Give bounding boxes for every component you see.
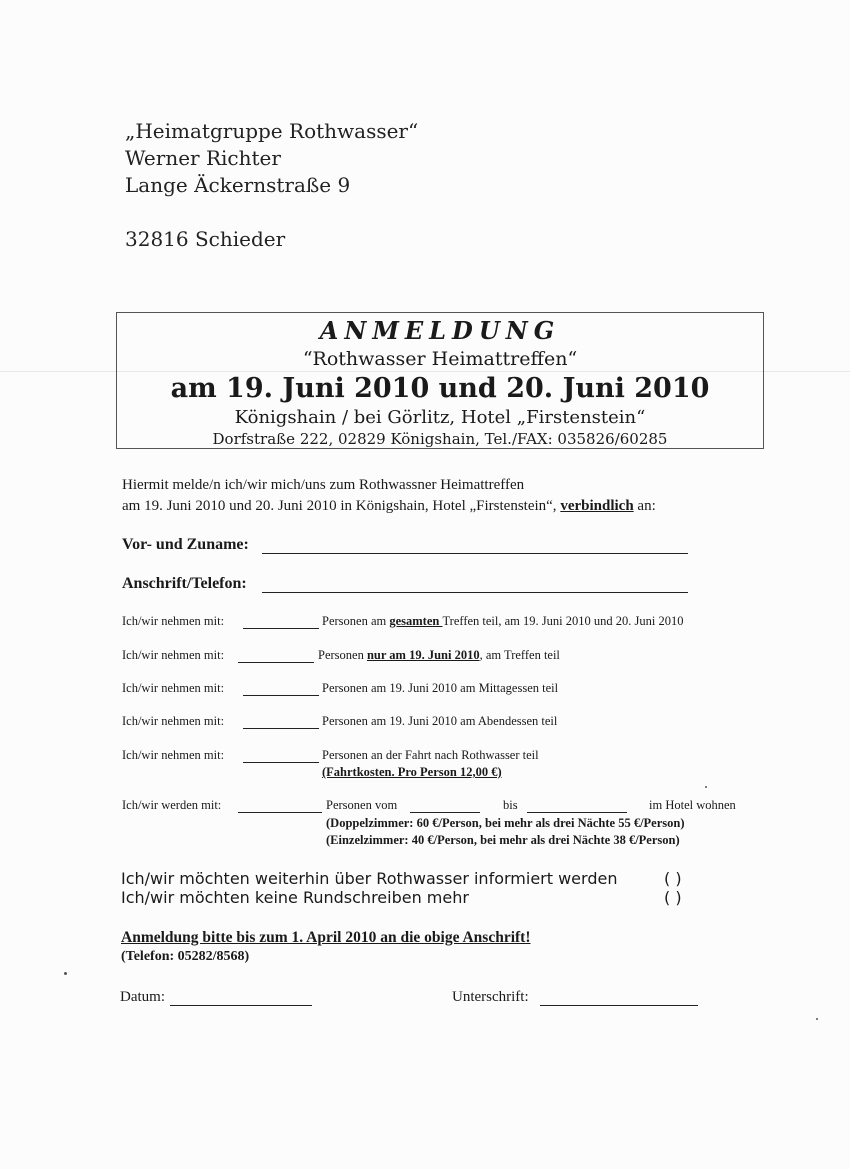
scan-speck [64, 972, 67, 975]
row2-text-b: nur am 19. Juni 2010 [366, 648, 480, 662]
intro-binding-word: verbindlich [560, 498, 634, 514]
event-dates: am 19. Juni 2010 und 20. Juni 2010 [170, 373, 710, 404]
date-input-line[interactable] [170, 1005, 312, 1006]
row3-count-line[interactable] [243, 695, 319, 696]
signature-input-line[interactable] [540, 1005, 698, 1006]
intro-line-2-text: am 19. Juni 2010 und 20. Juni 2010 in Königshain, Hotel „Firstenstein“, [122, 498, 561, 514]
address-label: Anschrift/Telefon: [122, 575, 247, 592]
row5-text: Personen an der Fahrt nach Rothwasser teil [322, 748, 539, 762]
sender-group: „Heimatgruppe Rothwasser“ [125, 119, 419, 143]
event-name: “Rothwasser Heimattreffen“ [302, 348, 578, 370]
hotel-from-date-line[interactable] [410, 812, 480, 813]
single-room-note: (Einzelzimmer: 40 €/Person, bei mehr als drei Nächte 38 €/Person) [326, 833, 680, 847]
travel-cost-note: (Fahrtkosten. Pro Person 12,00 €) [322, 765, 502, 779]
intro-line-2-end: an: [633, 498, 656, 514]
scan-speck [705, 786, 707, 788]
row1-count-line[interactable] [243, 628, 319, 629]
row2-text-a: Personen [318, 648, 367, 662]
row2-text-c: , am Treffen teil [479, 648, 560, 662]
intro-line-1: Hiermit melde/n ich/wir mich/uns zum Rothwassner Heimattreffen [122, 477, 525, 493]
signature-label: Unterschrift: [452, 989, 529, 1005]
hotel-prefix: Ich/wir werden mit: [122, 798, 222, 812]
hotel-count-line[interactable] [238, 812, 322, 813]
option-no-newsletter: Ich/wir möchten keine Rundschreiben mehr [121, 888, 469, 907]
double-room-note: (Doppelzimmer: 60 €/Person, bei mehr als drei Nächte 55 €/Person) [326, 816, 685, 830]
row1-text-c: Treffen teil, am 19. Juni 2010 und 20. Juni 2010 [442, 614, 684, 628]
row5-prefix: Ich/wir nehmen mit: [122, 748, 225, 762]
sender-street: Lange Äckernstraße 9 [125, 173, 351, 197]
hotel-persons-from: Personen vom [326, 798, 398, 812]
date-label: Datum: [120, 989, 165, 1005]
row1-text-b: gesamten [389, 614, 443, 628]
event-location: Königshain / bei Görlitz, Hotel „Firstenstein“ [234, 407, 646, 428]
name-label: Vor- und Zuname: [122, 536, 249, 553]
row1-prefix: Ich/wir nehmen mit: [122, 614, 225, 628]
option-no-newsletter-checkbox[interactable]: ( ) [664, 888, 682, 907]
row4-text: Personen am 19. Juni 2010 am Abendessen teil [322, 714, 558, 728]
row4-prefix: Ich/wir nehmen mit: [122, 714, 225, 728]
hotel-stay-text: im Hotel wohnen [649, 798, 736, 812]
option-keep-informed: Ich/wir möchten weiterhin über Rothwasser informiert werden [121, 869, 618, 888]
sender-city: 32816 Schieder [125, 227, 286, 251]
address-input-line[interactable] [262, 592, 688, 593]
row2-text [318, 648, 560, 663]
option-keep-informed-checkbox[interactable]: ( ) [664, 869, 682, 888]
sender-name: Werner Richter [125, 146, 281, 170]
row5-count-line[interactable] [243, 762, 319, 763]
row3-text: Personen am 19. Juni 2010 am Mittagessen teil [322, 681, 559, 695]
hotel-bis: bis [503, 798, 518, 812]
form-title: ANMELDUNG [319, 316, 561, 345]
row3-prefix: Ich/wir nehmen mit: [122, 681, 225, 695]
row2-count-line[interactable] [238, 662, 314, 663]
hotel-to-date-line[interactable] [527, 812, 627, 813]
scan-speck [816, 1018, 818, 1020]
contact-phone: (Telefon: 05282/8568) [121, 949, 250, 964]
registration-deadline: Anmeldung bitte bis zum 1. April 2010 an die obige Anschrift! [121, 929, 531, 946]
row1-text-a: Personen am [322, 614, 390, 628]
hotel-address: Dorfstraße 222, 02829 Königshain, Tel./FAX: 035826/60285 [212, 430, 668, 448]
row4-count-line[interactable] [243, 728, 319, 729]
intro-line-2 [122, 495, 656, 517]
name-input-line[interactable] [262, 553, 688, 554]
row2-prefix: Ich/wir nehmen mit: [122, 648, 225, 662]
row1-text [322, 614, 683, 629]
